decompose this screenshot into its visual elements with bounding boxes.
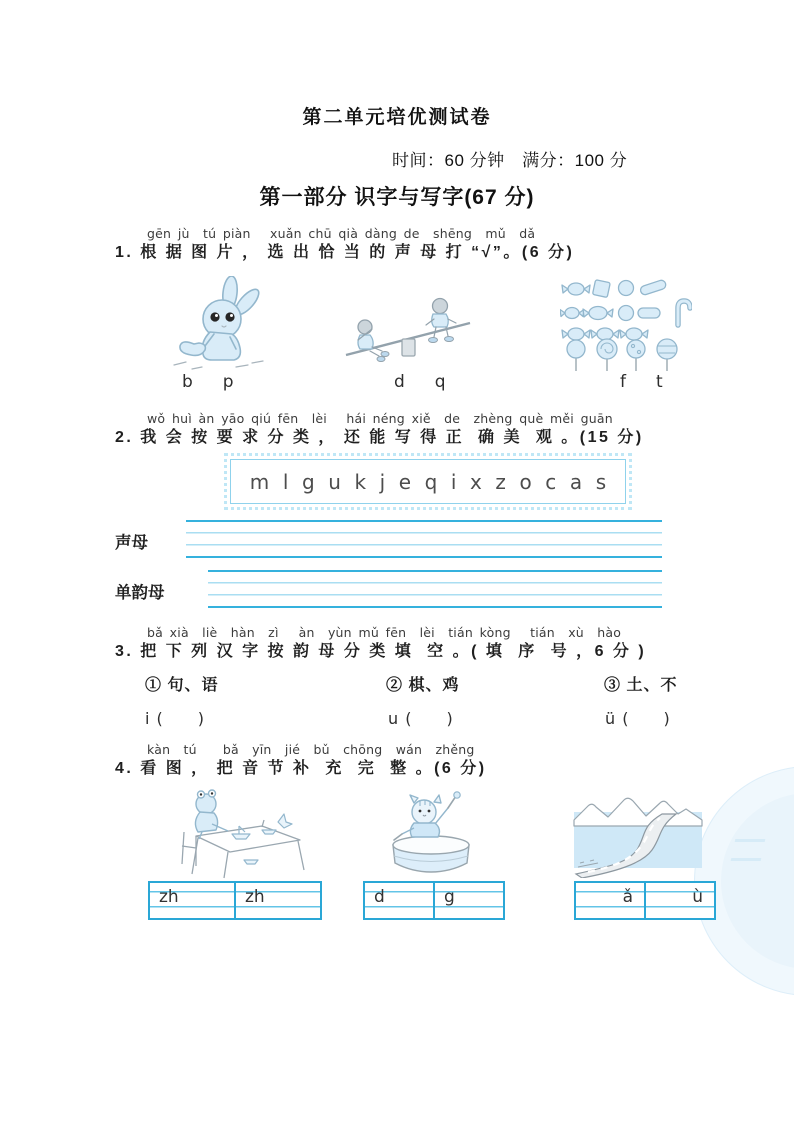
option-letter: b bbox=[182, 372, 193, 392]
letter: c bbox=[545, 469, 557, 494]
q3-option-3: ③ 土、不 bbox=[604, 677, 678, 694]
q1-text: 1. 根 据 图 片 ， 选 出 恰 当 的 声 母 打 “√”。(6 分) bbox=[115, 244, 575, 261]
letter: g bbox=[301, 469, 315, 494]
q1-options-group3 bbox=[620, 372, 663, 392]
letter: u bbox=[328, 469, 341, 494]
q1-options-group1 bbox=[182, 372, 234, 392]
syllable-initial: zh bbox=[159, 887, 179, 907]
q3-answer-u: u ( ) bbox=[388, 709, 454, 728]
letter: e bbox=[398, 469, 412, 494]
section-heading: 第一部分 识字与写字(67 分) bbox=[259, 186, 535, 209]
letter: a bbox=[569, 469, 583, 494]
syllable-initial: g bbox=[444, 887, 455, 907]
frog-paper-folding-illustration bbox=[166, 786, 314, 880]
time-score-line: 时间：60 分钟 满分：100 分 bbox=[392, 151, 628, 170]
syllable-cell bbox=[150, 883, 234, 918]
syllable-cell bbox=[433, 883, 503, 918]
paper-title: 第二单元培优测试卷 bbox=[302, 107, 492, 128]
q2-letter-box bbox=[230, 459, 626, 504]
letter: s bbox=[595, 469, 607, 494]
mountain-road-illustration bbox=[572, 788, 708, 878]
cat-beating-drum-illustration bbox=[372, 790, 490, 878]
syllable-cell bbox=[644, 883, 714, 918]
letter: j bbox=[379, 469, 386, 494]
q4-text: 4. 看 图 ， 把 音 节 补 充 完 整 。(6 分) bbox=[115, 760, 487, 777]
letter: k bbox=[354, 469, 367, 494]
q4-syllable-table-1 bbox=[148, 881, 322, 920]
letter: m bbox=[249, 469, 270, 494]
syllable-cell bbox=[576, 883, 644, 918]
q2-pinyin: wǒ huì àn yāo qiú fēn lèi hái néng xiě de zhèng què měi guān bbox=[147, 411, 613, 426]
q4-pinyin: kàn tú bǎ yīn jié bǔ chōng wán zhěng bbox=[147, 742, 475, 757]
q1-pinyin: gēn jù tú piàn xuǎn chū qià dàng de shēng mǔ dǎ bbox=[147, 226, 536, 241]
q3-option-2: ② 棋、鸡 bbox=[386, 677, 460, 694]
syllable-final: ù bbox=[692, 887, 703, 907]
letter: x bbox=[470, 469, 482, 494]
q2-text: 2. 我 会 按 要 求 分 类 ， 还 能 写 得 正 确 美 观 。(15 分) bbox=[115, 429, 644, 446]
finals-writing-grid bbox=[208, 570, 662, 608]
option-letter: t bbox=[656, 372, 663, 392]
letter: z bbox=[495, 469, 506, 494]
q3-text: 3. 把 下 列 汉 字 按 韵 母 分 类 填 空 。( 填 序 号 ，6 分 ) bbox=[115, 643, 647, 660]
q3-option-1: ① 句、语 bbox=[145, 677, 219, 694]
option-letter: p bbox=[222, 372, 234, 392]
initials-label: 声母 bbox=[115, 534, 148, 552]
q4-syllable-table-2 bbox=[363, 881, 505, 920]
option-letter: q bbox=[434, 372, 446, 392]
seesaw-illustration bbox=[336, 293, 482, 371]
q3-answer-v: ü ( ) bbox=[605, 709, 671, 728]
syllable-cell bbox=[365, 883, 433, 918]
candies-illustration bbox=[560, 277, 692, 371]
option-letter: f bbox=[620, 372, 626, 392]
letter: i bbox=[450, 469, 457, 494]
simple-finals-label: 单韵母 bbox=[115, 584, 165, 602]
letter: q bbox=[424, 469, 438, 494]
syllable-initial: zh bbox=[245, 887, 265, 907]
syllable-cell bbox=[234, 883, 320, 918]
letter: l bbox=[282, 469, 289, 494]
q3-pinyin: bǎ xià liè hàn zì àn yùn mǔ fēn lèi tián kòng tián xù hào bbox=[147, 625, 622, 640]
syllable-final: ǎ bbox=[622, 887, 633, 907]
rabbit-illustration bbox=[170, 276, 272, 374]
syllable-initial: d bbox=[374, 887, 385, 907]
q4-syllable-table-3 bbox=[574, 881, 716, 920]
q3-answer-i: i ( ) bbox=[145, 709, 206, 728]
q1-options-group2 bbox=[394, 372, 446, 392]
option-letter: d bbox=[394, 372, 405, 392]
initials-writing-grid bbox=[186, 520, 662, 558]
letter: o bbox=[519, 469, 532, 494]
